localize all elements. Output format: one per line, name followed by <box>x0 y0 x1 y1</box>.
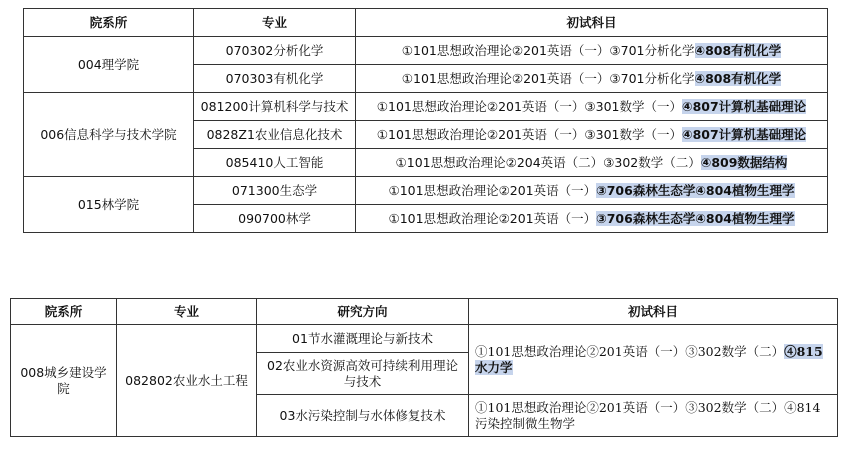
major-cell: 071300生态学 <box>194 177 356 205</box>
major-cell: 070302分析化学 <box>194 37 356 65</box>
dept-cell: 006信息科学与技术学院 <box>24 93 194 177</box>
subjects-text: ①101思想政治理论②201英语（一） <box>388 182 597 198</box>
highlighted-subject: ④808有机化学 <box>694 42 782 58</box>
subjects-cell <box>356 121 828 149</box>
direction-cell: 03水污染控制与水体修复技术 <box>257 395 469 437</box>
subjects-cell <box>469 325 838 395</box>
dept-cell: 015林学院 <box>24 177 194 233</box>
exam-subjects-table-2 <box>10 298 838 437</box>
highlighted-subject: ④807计算机基础理论 <box>682 126 807 142</box>
major-cell: 090700林学 <box>194 205 356 233</box>
highlighted-subject: ④808有机化学 <box>694 70 782 86</box>
exam-subjects-table-1 <box>23 8 828 233</box>
header-direction: 研究方向 <box>257 299 469 325</box>
subjects-text: ①101思想政治理论②201英语（一）③301数学（一） <box>376 98 682 114</box>
subjects-text: ①101思想政治理论②201英语（一）③302数学（二）④814污染控制微生物学 <box>475 399 821 431</box>
subjects-cell <box>356 37 828 65</box>
subjects-cell <box>356 149 828 177</box>
header-subjects: 初试科目 <box>469 299 838 325</box>
subjects-cell <box>356 65 828 93</box>
header-major: 专业 <box>194 9 356 37</box>
subjects-text: ①101思想政治理论②201英语（一）③302数学（二） <box>475 343 785 359</box>
dept-cell: 008城乡建设学院 <box>11 325 117 437</box>
header-dept: 院系所 <box>11 299 117 325</box>
subjects-cell <box>356 177 828 205</box>
major-cell: 081200计算机科学与技术 <box>194 93 356 121</box>
direction-cell: 02农业水资源高效可持续利用理论与技术 <box>257 353 469 395</box>
highlighted-subject: ③706森林生态学④804植物生理学 <box>596 210 795 226</box>
dept-cell: 004理学院 <box>24 37 194 93</box>
highlighted-subject: ③706森林生态学④804植物生理学 <box>596 182 795 198</box>
major-cell: 082802农业水土工程 <box>117 325 257 437</box>
direction-cell: 01节水灌溉理论与新技术 <box>257 325 469 353</box>
highlighted-subject: ④807计算机基础理论 <box>682 98 807 114</box>
subjects-text: ①101思想政治理论②201英语（一）③701分析化学 <box>401 70 695 86</box>
header-major: 专业 <box>117 299 257 325</box>
major-cell: 070303有机化学 <box>194 65 356 93</box>
subjects-cell <box>356 93 828 121</box>
subjects-text: ①101思想政治理论②204英语（二）③302数学（二） <box>395 154 701 170</box>
subjects-text: ①101思想政治理论②201英语（一）③301数学（一） <box>376 126 682 142</box>
header-subjects: 初试科目 <box>356 9 828 37</box>
subjects-cell <box>469 395 838 437</box>
header-dept: 院系所 <box>24 9 194 37</box>
subjects-cell <box>356 205 828 233</box>
highlighted-subject: ④809数据结构 <box>700 154 788 170</box>
subjects-text: ①101思想政治理论②201英语（一）③701分析化学 <box>401 42 695 58</box>
major-cell: 0828Z1农业信息化技术 <box>194 121 356 149</box>
highlighted-subject: ④815水力学 <box>475 343 823 375</box>
major-cell: 085410人工智能 <box>194 149 356 177</box>
subjects-text: ①101思想政治理论②201英语（一） <box>388 210 597 226</box>
